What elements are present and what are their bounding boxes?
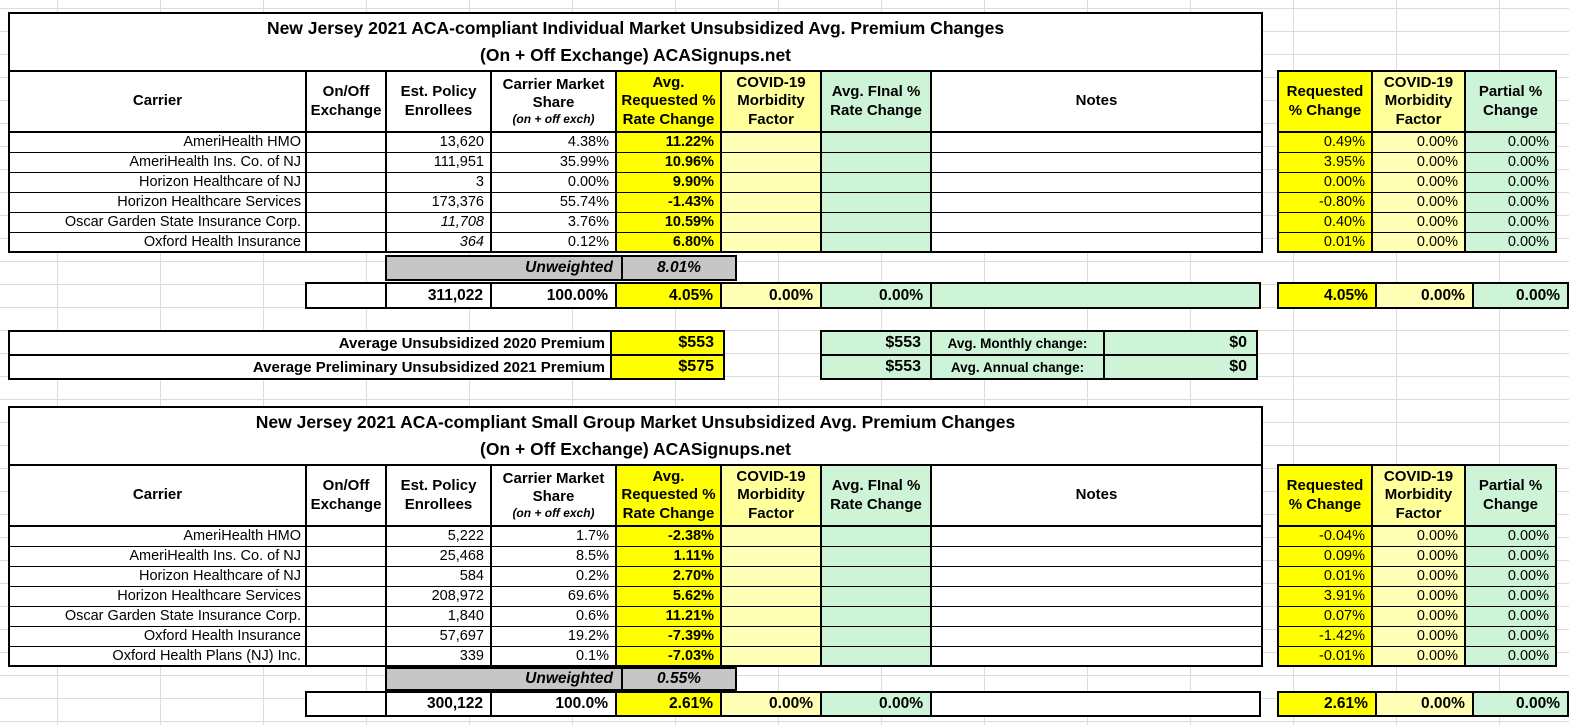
change-value-cell[interactable]: $0 (1104, 331, 1257, 355)
partial-change-cell[interactable]: 0.00% (1465, 526, 1556, 546)
notes-cell[interactable] (931, 566, 1262, 586)
side-table-row (1278, 526, 1556, 546)
requested-change-header[interactable]: Requested % Change (1278, 465, 1372, 526)
market-share-cell[interactable]: 0.00% (491, 172, 616, 192)
market-share-header-note: (on + off exch) (512, 506, 595, 521)
exchange-cell[interactable] (306, 586, 386, 606)
final-rate-cell[interactable] (821, 152, 931, 172)
enrollees-cell[interactable]: 3 (386, 172, 491, 192)
covid-morbidity-header[interactable]: COVID-19 Morbidity Factor (1372, 71, 1465, 132)
carrier-cell[interactable]: Horizon Healthcare Services (9, 192, 306, 212)
requested-change-cell[interactable]: 0.07% (1278, 606, 1372, 626)
small-group-total-row (305, 691, 1261, 717)
requested-rate-cell[interactable]: 5.62% (616, 586, 721, 606)
side-table-row (1278, 646, 1556, 666)
side-table-row (1278, 212, 1556, 232)
requested-change-cell[interactable]: 0.01% (1278, 232, 1372, 252)
notes-cell[interactable] (931, 232, 1262, 252)
requested-rate-cell[interactable]: 10.96% (616, 152, 721, 172)
side-header-row (1278, 71, 1556, 132)
table-row (9, 152, 1262, 172)
side-table-row (1278, 566, 1556, 586)
side-table-row (1278, 232, 1556, 252)
notes-cell[interactable] (931, 192, 1262, 212)
exchange-cell[interactable] (306, 172, 386, 192)
enrollees-cell[interactable]: 57,697 (386, 626, 491, 646)
final-rate-cell[interactable] (821, 192, 931, 212)
premium-value-cell[interactable]: $553 (611, 331, 724, 355)
side-table-row (1278, 606, 1556, 626)
requested-change-cell[interactable]: 3.95% (1278, 152, 1372, 172)
premium-summary-row-right (821, 331, 1257, 355)
side-total-morbidity-cell[interactable]: 0.00% (1376, 692, 1473, 716)
requested-rate-cell[interactable]: 6.80% (616, 232, 721, 252)
final-rate-cell[interactable] (821, 566, 931, 586)
notes-header[interactable]: Notes (931, 465, 1262, 526)
side-header-row (1278, 465, 1556, 526)
requested-change-cell[interactable]: -1.42% (1278, 626, 1372, 646)
market-share-cell[interactable]: 0.2% (491, 566, 616, 586)
morbidity-factor-cell[interactable] (721, 586, 821, 606)
requested-rate-cell[interactable]: -2.38% (616, 526, 721, 546)
change-label-cell[interactable]: Avg. Annual change: (931, 355, 1104, 379)
carrier-header[interactable]: Carrier (9, 71, 306, 132)
market-share-cell[interactable]: 35.99% (491, 152, 616, 172)
side-table-row (1278, 546, 1556, 566)
morbidity-factor-cell[interactable] (721, 566, 821, 586)
morbidity-header[interactable]: COVID-19 Morbidity Factor (721, 71, 821, 132)
carrier-cell[interactable]: Oxford Health Plans (NJ) Inc. (9, 646, 306, 666)
market-share-cell[interactable]: 0.6% (491, 606, 616, 626)
individual-side-total-row (1277, 282, 1569, 309)
market-share-cell[interactable]: 19.2% (491, 626, 616, 646)
requested-change-header[interactable]: Requested % Change (1278, 71, 1372, 132)
total-final-cell[interactable]: 0.00% (821, 283, 931, 308)
exchange-cell[interactable] (306, 566, 386, 586)
partial-change-cell[interactable]: 0.00% (1465, 192, 1556, 212)
side-table-row (1278, 626, 1556, 646)
carrier-header[interactable]: Carrier (9, 465, 306, 526)
unweighted-label-cell[interactable]: Unweighted (386, 668, 622, 690)
small-group-side-table (1277, 464, 1557, 667)
unweighted-value-cell[interactable]: 8.01% (622, 256, 736, 280)
total-morbidity-cell[interactable]: 0.00% (721, 283, 821, 308)
covid-morbidity-cell[interactable]: 0.00% (1372, 132, 1465, 152)
partial-change-cell[interactable]: 0.00% (1465, 172, 1556, 192)
enrollees-header[interactable]: Est. Policy Enrollees (386, 71, 491, 132)
notes-cell[interactable] (931, 132, 1262, 152)
morbidity-factor-cell[interactable] (721, 626, 821, 646)
carrier-cell[interactable]: Horizon Healthcare of NJ (9, 566, 306, 586)
table-row (9, 546, 1262, 566)
side-total-morbidity-cell[interactable]: 0.00% (1376, 283, 1473, 308)
table-row (9, 172, 1262, 192)
covid-morbidity-cell[interactable]: 0.00% (1372, 172, 1465, 192)
covid-morbidity-cell[interactable]: 0.00% (1372, 526, 1465, 546)
notes-cell[interactable] (931, 646, 1262, 666)
side-table-row (1278, 132, 1556, 152)
notes-cell[interactable] (931, 546, 1262, 566)
side-total-requested-cell[interactable]: 2.61% (1278, 692, 1376, 716)
exchange-cell[interactable] (306, 546, 386, 566)
partial-change-cell[interactable]: 0.00% (1465, 232, 1556, 252)
notes-cell[interactable] (931, 212, 1262, 232)
table-row (9, 232, 1262, 252)
enrollees-cell[interactable]: 1,840 (386, 606, 491, 626)
enrollees-cell[interactable]: 173,376 (386, 192, 491, 212)
morbidity-header[interactable]: COVID-19 Morbidity Factor (721, 465, 821, 526)
requested-change-cell[interactable]: 3.91% (1278, 586, 1372, 606)
carrier-cell[interactable]: AmeriHealth Ins. Co. of NJ (9, 152, 306, 172)
table-row (9, 646, 1262, 666)
table-row (9, 606, 1262, 626)
requested-change-cell[interactable]: -0.01% (1278, 646, 1372, 666)
total-share-cell[interactable]: 100.00% (491, 283, 616, 308)
carrier-cell[interactable]: AmeriHealth Ins. Co. of NJ (9, 546, 306, 566)
carrier-cell[interactable]: AmeriHealth HMO (9, 526, 306, 546)
requested-rate-cell[interactable]: 11.22% (616, 132, 721, 152)
market-share-cell[interactable]: 1.7% (491, 526, 616, 546)
table-row (9, 566, 1262, 586)
premium-summary-row (9, 331, 724, 355)
header-row (9, 465, 1262, 526)
morbidity-factor-cell[interactable] (721, 192, 821, 212)
partial-change-cell[interactable]: 0.00% (1465, 646, 1556, 666)
total-notes-cell[interactable] (931, 283, 1260, 308)
morbidity-factor-cell[interactable] (721, 546, 821, 566)
table-row (9, 212, 1262, 232)
small-group-table (8, 406, 1263, 667)
side-table-row (1278, 192, 1556, 212)
enrollees-cell[interactable]: 111,951 (386, 152, 491, 172)
total-morbidity-cell[interactable]: 0.00% (721, 692, 821, 716)
partial-change-cell[interactable]: 0.00% (1465, 626, 1556, 646)
carrier-cell[interactable]: Horizon Healthcare Services (9, 586, 306, 606)
market-share-header[interactable] (491, 71, 616, 132)
notes-cell[interactable] (931, 152, 1262, 172)
notes-cell[interactable] (931, 172, 1262, 192)
covid-morbidity-cell[interactable]: 0.00% (1372, 606, 1465, 626)
requested-change-cell[interactable]: 0.49% (1278, 132, 1372, 152)
partial-change-cell[interactable]: 0.00% (1465, 152, 1556, 172)
carrier-cell[interactable]: Oscar Garden State Insurance Corp. (9, 212, 306, 232)
individual-table-title[interactable] (9, 13, 1262, 71)
notes-cell[interactable] (931, 626, 1262, 646)
requested-rate-cell[interactable]: 10.59% (616, 212, 721, 232)
notes-cell[interactable] (931, 586, 1262, 606)
requested-change-cell[interactable]: 0.40% (1278, 212, 1372, 232)
final-rate-cell[interactable] (821, 232, 931, 252)
exchange-cell[interactable] (306, 212, 386, 232)
final-rate-cell[interactable] (821, 526, 931, 546)
final-rate-cell[interactable] (821, 132, 931, 152)
total-exchange-cell[interactable] (306, 283, 386, 308)
side-table-row (1278, 172, 1556, 192)
market-share-cell[interactable]: 3.76% (491, 212, 616, 232)
side-total-partial-cell[interactable]: 0.00% (1473, 283, 1568, 308)
covid-morbidity-header[interactable]: COVID-19 Morbidity Factor (1372, 465, 1465, 526)
side-table-row (1278, 152, 1556, 172)
table-title-line1: New Jersey 2021 ACA-compliant Small Group Market Unsubsidized Avg. Premium Changes (255, 411, 1016, 432)
requested-rate-cell[interactable]: 1.11% (616, 546, 721, 566)
morbidity-factor-cell[interactable] (721, 212, 821, 232)
requested-change-cell[interactable]: -0.04% (1278, 526, 1372, 546)
exchange-cell[interactable] (306, 232, 386, 252)
morbidity-factor-cell[interactable] (721, 526, 821, 546)
exchange-header[interactable]: On/Off Exchange (306, 465, 386, 526)
enrollees-cell[interactable]: 339 (386, 646, 491, 666)
side-table-row (1278, 586, 1556, 606)
premium-summary-right (820, 330, 1258, 380)
covid-morbidity-cell[interactable]: 0.00% (1372, 586, 1465, 606)
exchange-cell[interactable] (306, 606, 386, 626)
table-row (9, 132, 1262, 152)
exchange-cell[interactable] (306, 626, 386, 646)
market-share-header-note: (on + off exch) (512, 112, 595, 127)
partial-change-cell[interactable]: 0.00% (1465, 606, 1556, 626)
header-row (9, 71, 1262, 132)
requested-rate-cell[interactable]: -1.43% (616, 192, 721, 212)
exchange-cell[interactable] (306, 526, 386, 546)
enrollees-cell[interactable]: 13,620 (386, 132, 491, 152)
partial-change-cell[interactable]: 0.00% (1465, 212, 1556, 232)
table-row (9, 626, 1262, 646)
morbidity-factor-cell[interactable] (721, 606, 821, 626)
requested-change-cell[interactable]: 0.00% (1278, 172, 1372, 192)
requested-rate-header[interactable]: Avg. Requested % Rate Change (616, 71, 721, 132)
individual-market-table (8, 12, 1263, 253)
individual-unweighted-row (385, 255, 737, 281)
covid-morbidity-cell[interactable]: 0.00% (1372, 192, 1465, 212)
carrier-cell[interactable]: Oscar Garden State Insurance Corp. (9, 606, 306, 626)
table-row (9, 586, 1262, 606)
total-requested-cell[interactable]: 2.61% (616, 692, 721, 716)
enrollees-cell[interactable]: 11,708 (386, 212, 491, 232)
carrier-cell[interactable]: AmeriHealth HMO (9, 132, 306, 152)
exchange-cell[interactable] (306, 192, 386, 212)
covid-morbidity-cell[interactable]: 0.00% (1372, 232, 1465, 252)
final-rate-header[interactable]: Avg. FInal % Rate Change (821, 71, 931, 132)
final-rate-cell[interactable] (821, 646, 931, 666)
table-title-line2: (On + Off Exchange) ACASignups.net (480, 45, 791, 65)
exchange-cell[interactable] (306, 152, 386, 172)
small-group-unweighted-row (385, 667, 737, 691)
final-rate-header[interactable]: Avg. FInal % Rate Change (821, 465, 931, 526)
market-share-cell[interactable]: 0.1% (491, 646, 616, 666)
individual-total-row (305, 282, 1261, 309)
requested-rate-header[interactable]: Avg. Requested % Rate Change (616, 465, 721, 526)
market-share-cell[interactable]: 55.74% (491, 192, 616, 212)
enrollees-cell[interactable]: 5,222 (386, 526, 491, 546)
premium-label-cell[interactable]: Average Preliminary Unsubsidized 2021 Premium (9, 355, 611, 379)
morbidity-factor-cell[interactable] (721, 132, 821, 152)
final-premium-cell[interactable]: $553 (821, 331, 931, 355)
final-premium-cell[interactable]: $553 (821, 355, 931, 379)
partial-change-header[interactable]: Partial % Change (1465, 465, 1556, 526)
market-share-cell[interactable]: 69.6% (491, 586, 616, 606)
market-share-cell[interactable]: 8.5% (491, 546, 616, 566)
covid-morbidity-cell[interactable]: 0.00% (1372, 546, 1465, 566)
partial-change-cell[interactable]: 0.00% (1465, 566, 1556, 586)
exchange-cell[interactable] (306, 646, 386, 666)
total-enrollees-cell[interactable]: 300,122 (386, 692, 491, 716)
total-exchange-cell[interactable] (306, 692, 386, 716)
carrier-cell[interactable]: Oxford Health Insurance (9, 626, 306, 646)
unweighted-label-cell[interactable]: Unweighted (386, 256, 622, 280)
total-share-cell[interactable]: 100.0% (491, 692, 616, 716)
market-share-header-text: Carrier Market Share (502, 469, 605, 506)
premium-summary-row (9, 355, 724, 379)
unweighted-value-cell[interactable]: 0.55% (622, 668, 736, 690)
morbidity-factor-cell[interactable] (721, 232, 821, 252)
partial-change-cell[interactable]: 0.00% (1465, 586, 1556, 606)
notes-cell[interactable] (931, 526, 1262, 546)
notes-header[interactable]: Notes (931, 71, 1262, 132)
final-rate-cell[interactable] (821, 586, 931, 606)
final-rate-cell[interactable] (821, 212, 931, 232)
covid-morbidity-cell[interactable]: 0.00% (1372, 566, 1465, 586)
small-group-table-title[interactable] (9, 407, 1262, 465)
table-title-line2: (On + Off Exchange) ACASignups.net (480, 439, 791, 459)
total-enrollees-cell[interactable]: 311,022 (386, 283, 491, 308)
notes-cell[interactable] (931, 606, 1262, 626)
total-notes-cell[interactable] (931, 692, 1260, 716)
requested-rate-cell[interactable]: 2.70% (616, 566, 721, 586)
enrollees-cell[interactable]: 25,468 (386, 546, 491, 566)
covid-morbidity-cell[interactable]: 0.00% (1372, 646, 1465, 666)
enrollees-cell[interactable]: 584 (386, 566, 491, 586)
side-total-requested-cell[interactable]: 4.05% (1278, 283, 1376, 308)
enrollees-header[interactable]: Est. Policy Enrollees (386, 465, 491, 526)
requested-rate-cell[interactable]: 9.90% (616, 172, 721, 192)
premium-label-cell[interactable]: Average Unsubsidized 2020 Premium (9, 331, 611, 355)
partial-change-cell[interactable]: 0.00% (1465, 546, 1556, 566)
covid-morbidity-cell[interactable]: 0.00% (1372, 152, 1465, 172)
enrollees-cell[interactable]: 364 (386, 232, 491, 252)
side-total-partial-cell[interactable]: 0.00% (1473, 692, 1568, 716)
premium-summary-left (8, 330, 725, 380)
final-rate-cell[interactable] (821, 546, 931, 566)
total-requested-cell[interactable]: 4.05% (616, 283, 721, 308)
requested-change-cell[interactable]: 0.01% (1278, 566, 1372, 586)
partial-change-cell[interactable]: 0.00% (1465, 132, 1556, 152)
final-rate-cell[interactable] (821, 606, 931, 626)
small-group-side-total-row (1277, 691, 1569, 717)
table-title-line1: New Jersey 2021 ACA-compliant Individual Market Unsubsidized Avg. Premium Changes (266, 17, 1005, 38)
carrier-cell[interactable]: Oxford Health Insurance (9, 232, 306, 252)
final-rate-cell[interactable] (821, 626, 931, 646)
change-value-cell[interactable]: $0 (1104, 355, 1257, 379)
exchange-cell[interactable] (306, 132, 386, 152)
individual-side-table (1277, 70, 1557, 253)
change-label-cell[interactable]: Avg. Monthly change: (931, 331, 1104, 355)
enrollees-cell[interactable]: 208,972 (386, 586, 491, 606)
covid-morbidity-cell[interactable]: 0.00% (1372, 626, 1465, 646)
market-share-header[interactable] (491, 465, 616, 526)
requested-rate-cell[interactable]: -7.39% (616, 626, 721, 646)
requested-change-cell[interactable]: -0.80% (1278, 192, 1372, 212)
carrier-cell[interactable]: Horizon Healthcare of NJ (9, 172, 306, 192)
premium-summary-row-right (821, 355, 1257, 379)
total-final-cell[interactable]: 0.00% (821, 692, 931, 716)
market-share-cell[interactable]: 4.38% (491, 132, 616, 152)
covid-morbidity-cell[interactable]: 0.00% (1372, 212, 1465, 232)
requested-change-cell[interactable]: 0.09% (1278, 546, 1372, 566)
morbidity-factor-cell[interactable] (721, 172, 821, 192)
morbidity-factor-cell[interactable] (721, 646, 821, 666)
morbidity-factor-cell[interactable] (721, 152, 821, 172)
market-share-cell[interactable]: 0.12% (491, 232, 616, 252)
final-rate-cell[interactable] (821, 172, 931, 192)
table-row (9, 526, 1262, 546)
premium-value-cell[interactable]: $575 (611, 355, 724, 379)
requested-rate-cell[interactable]: -7.03% (616, 646, 721, 666)
requested-rate-cell[interactable]: 11.21% (616, 606, 721, 626)
exchange-header[interactable]: On/Off Exchange (306, 71, 386, 132)
partial-change-header[interactable]: Partial % Change (1465, 71, 1556, 132)
market-share-header-text: Carrier Market Share (502, 75, 605, 112)
table-row (9, 192, 1262, 212)
